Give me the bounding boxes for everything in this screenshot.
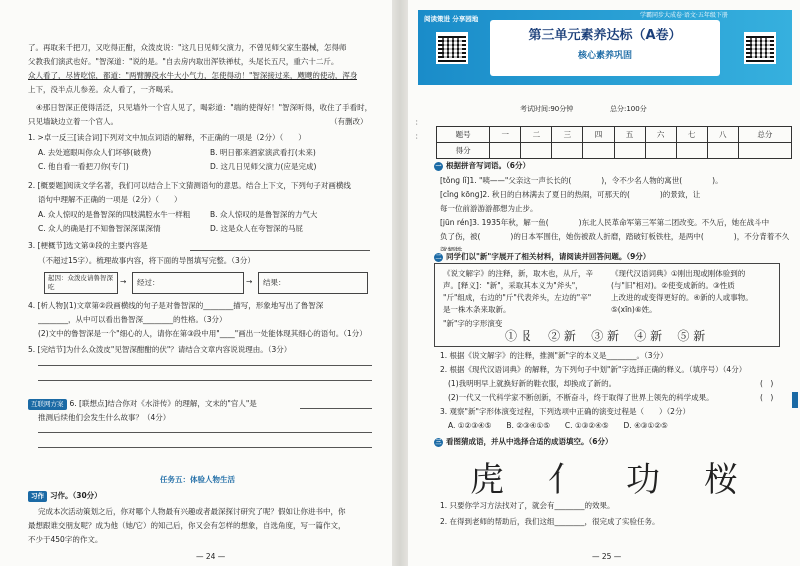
option: B. 众人惊叹的是鲁智深的力气大 (210, 210, 318, 219)
source-note: （有删改） (330, 117, 368, 126)
option: A. 去处遮眼叫你众人们坏够(破费) (38, 148, 152, 157)
table-header-cell: 六 (645, 127, 676, 143)
essay-line: 完成本次活动策划之后，你对哪个人物最有兴趣或者最深探讨研究了呢？假如让你进书中，你 (38, 507, 346, 516)
table-row-label: 得分 (437, 143, 490, 159)
idiom-picture-char: 虎 (470, 460, 504, 500)
page-title: 第三单元素养达标（A卷） (528, 28, 682, 43)
answer-line[interactable] (38, 432, 372, 433)
glyph-stage: ⑤ 新 (677, 329, 706, 343)
edge-tab-marker (792, 392, 798, 408)
header-left-label: 阅读策进 分享园地 (424, 15, 479, 23)
glyph-stage: ④ 新 (634, 329, 663, 343)
idiom-picture-char: 功 (626, 460, 660, 500)
question-4-cont: ________，从中可以看出鲁智深________的性格。（3分） (38, 315, 227, 324)
section-number-icon: 二 (435, 254, 442, 261)
score-cell[interactable] (490, 143, 521, 159)
page-number: — 24 — (196, 552, 226, 561)
evolution-glyphs (505, 328, 705, 344)
glyph-stage: ① 𠬝 (505, 329, 533, 343)
dictionary-line: 《现代汉语词典》①刚出现或刚体验到的 (611, 269, 746, 278)
answer-paren[interactable]: ( ) (760, 379, 774, 388)
option: D. 这几日见师父演力(应是完成) (210, 162, 317, 171)
header-right-label: 学霸同步大成卷·语文·五年级下册 (640, 12, 728, 19)
exam-total: 总分:100分 (610, 105, 647, 113)
question-6 (28, 398, 257, 410)
essay-line: 不少于450字的作文。 (28, 535, 103, 544)
s1-line: 每一位前游游游都想为止步。 (440, 204, 538, 213)
arrow: → (246, 277, 253, 286)
passage-line: 了。再取来千把刀，又吃得正酣，众泼皮说："这几日见师父演力，不曾见师父家生器械，怎得师 (28, 43, 347, 52)
table-header-cell: 八 (707, 127, 738, 143)
score-cell[interactable] (707, 143, 738, 159)
definition-box (434, 263, 780, 347)
answer-line[interactable] (300, 408, 372, 409)
evolution-label: "新"字的字形演变 (443, 319, 503, 328)
score-cell[interactable] (676, 143, 707, 159)
score-cell[interactable] (583, 143, 614, 159)
shuowen-line: "斤"组成，右边的"斤"代表斧头，左边的"辛" (443, 293, 592, 302)
table-header-cell: 二 (521, 127, 552, 143)
passage-line: 父教我们演武也好。"智深道："说的是。"自去房内取出浑铁禅杖，头尾长五尺，重六十二斤。 (28, 57, 339, 66)
dictionary-line: (与"旧"相对)。②使变成新的。③性质 (611, 281, 735, 290)
table-header-cell: 总分 (738, 127, 791, 143)
shuowen-line: 是一株木条来取新。 (443, 305, 511, 314)
question-4-part2: (2)文中的鲁智深是一个"细心的人，请你在第③段中用"____"画出一处能体现其细心的语句。（1分） (38, 329, 367, 338)
qr-code-icon[interactable] (744, 32, 776, 64)
question-2-cont: 语句中理解不正确的一项是（2分）（ ） (38, 195, 182, 204)
section-3-title (434, 436, 612, 447)
question-1: 1. >卓一反三[读合词]下列对文中加点词语的解释，不正确的一项是（2分）（ ） (28, 133, 306, 142)
arrow: → (120, 277, 127, 286)
answer-line[interactable] (38, 447, 372, 448)
answer-line[interactable] (38, 380, 372, 381)
s1-line: [jūn rén]3. 1935年秋，解一鱼( )东北人民革命军第三军第二团改变。不久后，她在战斗中 (440, 218, 770, 227)
s2-question-1: 1. 根据《说文解字》的注释，推测"新"字的本义是________。（3分） (440, 351, 668, 360)
option: D. 这是众人在夸智深的马屁 (210, 224, 304, 233)
glyph-stage: ③ 新 (591, 329, 620, 343)
binding-margin-label: ： ： (411, 120, 419, 141)
answer-line[interactable] (190, 250, 370, 251)
table-header-cell: 一 (490, 127, 521, 143)
idiom-picture-char: 亻 (548, 460, 582, 500)
section-1-text: 根据拼音写词语。（6分） (446, 161, 530, 170)
flow-start-label: 起因：众泼皮请鲁智深吃 (48, 274, 113, 291)
table-header-cell: 三 (552, 127, 583, 143)
table-header-cell: 五 (614, 127, 645, 143)
essay-line: 最想跟谁交朋友呢？成为他（她/它）的知己后，你又会有怎样的想象，自选角度，写一篇作文， (28, 521, 346, 530)
exam-time: 考试时间:90分钟 (520, 105, 574, 113)
s1-line: [cǐnɡ kōnɡ]2. 秋日的白林满去了夏日的热闹，可那天的( )的景致，让 (440, 190, 701, 199)
glyph-stage: ② 新 (548, 329, 576, 343)
shuowen-line: 《说文解字》的注释，新，取木也，从斤，辛 (443, 269, 593, 278)
page-subtitle: 核心素养巩固 (577, 51, 632, 61)
passage-line: ④那日智深正使得活泛，只见墙外一个官人见了，喝彩道："端的使得好！"智深听得，收住了手看时， (36, 103, 373, 112)
essay-title (28, 490, 102, 502)
answer-line[interactable] (38, 365, 372, 366)
unit-header-band (418, 10, 792, 85)
table-header-cell: 七 (676, 127, 707, 143)
q6-tag: 互联网方案 (28, 399, 67, 410)
s2-question-3: 3. 观察"新"字形体演变过程，下列选项中正确的演变过程是（ ）（2分） (440, 407, 690, 416)
dictionary-line: ⑤(xīn)⑥姓。 (611, 305, 657, 314)
score-cell[interactable] (521, 143, 552, 159)
option: B. 明日都来酒家演武看打(未来) (210, 148, 316, 157)
q6-text: 6. [联想点]结合你对《水浒传》的理解，文末的"官人"是 (69, 399, 257, 408)
dictionary-line: 上改进的或变得更好的。④新的人或事物。 (611, 293, 753, 302)
score-cell[interactable] (552, 143, 583, 159)
question-5: 5. [完结节]为什么众泼皮"见智深酣酣的伏"？请结合文章内容说说理由。（3分） (28, 345, 292, 354)
option: C. 他自看一看把刀你(专门) (38, 162, 129, 171)
section-3-text: 看图猜成语，并从中选择合适的成语填空。（6分） (446, 437, 613, 446)
passage-line: 上下，没半点儿参差。众人看了，一齐喝采。 (28, 85, 178, 94)
passage-line: 众人看了，尽皆吃惊，都道："两臂膊没水牛大小气力，怎使得动！"智深接过来，飕飕的使动，浑身 (28, 71, 358, 80)
title-card (490, 20, 720, 76)
table-row (437, 143, 792, 159)
shuowen-line: 声。[释义]："新"，采取其本义为"斧头"， (443, 281, 583, 290)
flow-box-end[interactable] (258, 272, 368, 294)
section-2-text: 同学们以"新"字展开了相关材料，请阅读并回答问题。（9分） (446, 252, 651, 261)
s3-question-1: 1. 只要你学习方法找对了，就会有________的效果。 (440, 501, 615, 510)
qr-code-icon[interactable] (436, 32, 468, 64)
table-header-cell: 题号 (437, 127, 490, 143)
option: A. 众人惊叹的是鲁智深的四肢满腔水牛一样粗 (38, 210, 191, 219)
question-3-note: （不超过15字）。梳理故事内容，将下面的导图填写完整。（3分） (38, 256, 255, 265)
s2-question-3-options: A. ①②③④⑤ B. ②③④①⑤ C. ①③②④⑤ D. ④③①②⑤ (448, 421, 668, 430)
section-number-icon: 三 (435, 439, 442, 446)
flow-box-start[interactable] (44, 272, 118, 294)
left-page (0, 0, 392, 566)
score-table (436, 126, 792, 159)
question-3: 3. [梗概节]选文第③段的主要内容是 (28, 241, 148, 250)
task-heading: 任务五：体验人物生活 (160, 475, 235, 484)
option: C. 众人的确是打不知鲁智深深谋深情 (38, 224, 161, 233)
section-number-icon: 一 (435, 163, 442, 170)
flow-end-label: 结果： (263, 278, 286, 287)
question-6-cont: 推测后续他们会发生什么故事？（4分） (38, 413, 171, 422)
s2-question-2b: (2)一代又一代科学家不断创新，不断奋斗，终于取得了世界上领先的科学成果。 (448, 393, 714, 402)
table-header-cell: 四 (583, 127, 614, 143)
essay-tag: 习作 (28, 491, 47, 502)
table-row (437, 127, 792, 143)
question-4: 4. [析人物](1)文章第②段画横线的句子是对鲁智深的________描写，形象地写出了鲁智深 (28, 301, 324, 310)
s2-question-2: 2. 根据《现代汉语词典》的解释，为下列句子中划"新"字选择正确的释义。（填序号）（4分） (440, 365, 747, 374)
idiom-picture-char: 桜 (704, 460, 738, 500)
s3-question-2: 2. 在得到老师的帮助后，我们这组________，很完成了实验任务。 (440, 517, 660, 526)
score-cell[interactable] (738, 143, 791, 159)
s1-line: 负了伤，被( )的日本军围住，她伤被敌人折磨，踏破钉板铁柱，是两中( )，不分背着不久 (440, 232, 790, 241)
section-2-title (434, 251, 650, 262)
s2-question-2a: (1)我明明早上就换好新的鞋衣服，却换成了新的。 (448, 379, 617, 388)
s1-line: [tǒnɡ lǐ]1. "咦——"父亲这一声长长的( )，令不少名人物的寓世( )。 (440, 176, 723, 185)
score-cell[interactable] (614, 143, 645, 159)
essay-title-text: 习作。（30分） (50, 491, 102, 500)
passage-line: 只见墙缺边立着一个官人。 (28, 117, 118, 126)
book-spine (392, 0, 408, 566)
flow-box-middle[interactable] (132, 272, 244, 294)
answer-paren[interactable]: ( ) (760, 393, 774, 402)
section-1-title (434, 160, 530, 171)
score-cell[interactable] (645, 143, 676, 159)
question-2: 2. [概要题]阅读文学名著，我们可以结合上下文猜测语句的意思。结合上下文，下列句子对画横线 (28, 181, 351, 190)
page-number: — 25 — (592, 552, 622, 561)
flow-mid-label: 经过： (137, 278, 160, 287)
